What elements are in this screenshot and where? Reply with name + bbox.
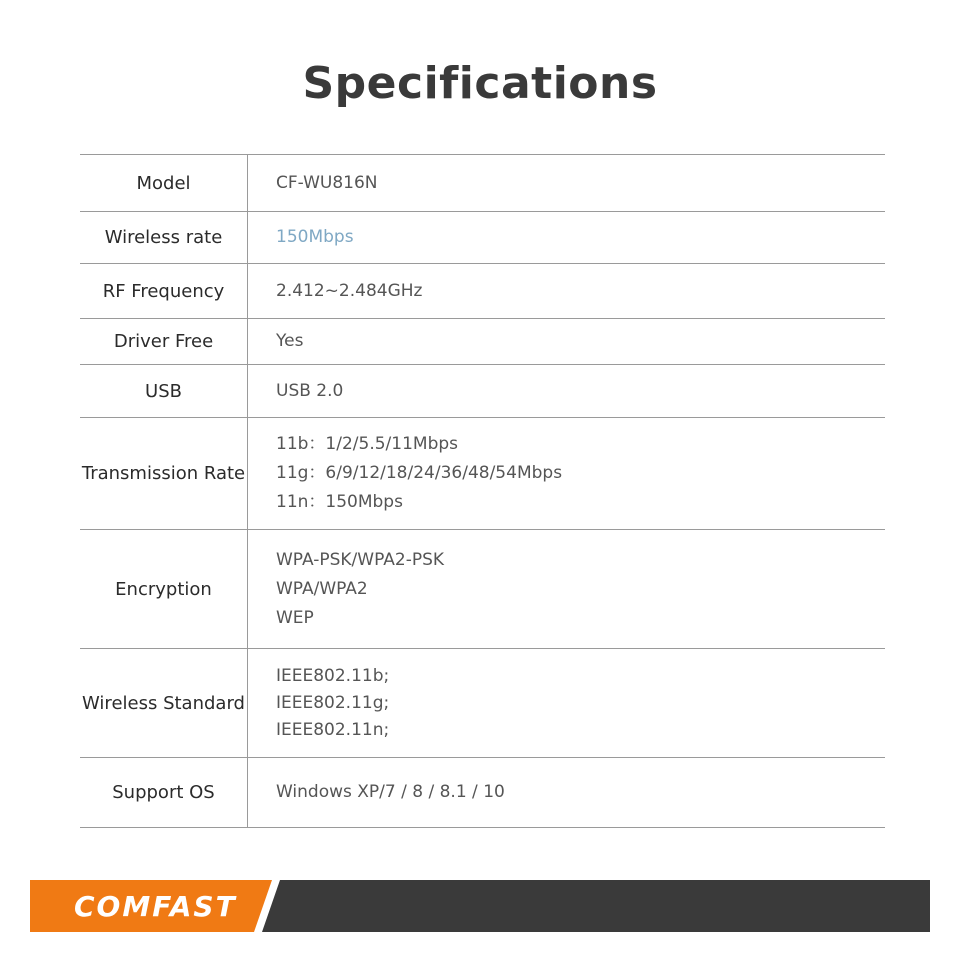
spec-value: Windows XP/7 / 8 / 8.1 / 10 — [276, 782, 505, 802]
page-title: Specifications — [302, 58, 658, 109]
spec-label: Wireless Standard — [80, 649, 248, 757]
spec-values — [248, 264, 885, 318]
spec-value: CF-WU816N — [276, 172, 378, 193]
spec-label: Encryption — [80, 530, 248, 648]
spec-row-wireless-standard — [80, 649, 885, 758]
spec-values — [248, 758, 885, 827]
spec-value: WPA/WPA2 — [276, 578, 368, 599]
spec-row-rf-frequency — [80, 264, 885, 319]
spec-row-support-os — [80, 758, 885, 828]
spec-label: Transmission Rate — [80, 418, 248, 529]
spec-value: 150Mbps — [276, 227, 354, 247]
spec-values — [248, 530, 885, 648]
spec-values — [248, 649, 885, 757]
dark-bar — [262, 880, 930, 932]
spec-value: 2.412~2.484GHz — [276, 280, 423, 301]
spec-value: WEP — [276, 607, 314, 628]
spec-value: Yes — [276, 331, 304, 351]
spec-label: USB — [80, 365, 248, 417]
spec-value: IEEE802.11g; — [276, 692, 390, 713]
spec-row-encryption — [80, 530, 885, 649]
spec-row-wireless-rate — [80, 212, 885, 264]
spec-label: Wireless rate — [80, 212, 248, 263]
spec-values — [248, 365, 885, 417]
spec-value: USB 2.0 — [276, 380, 344, 401]
spec-value: IEEE802.11n; — [276, 719, 390, 740]
spec-row-driver-free — [80, 319, 885, 365]
spec-values — [248, 155, 885, 211]
spec-label: Driver Free — [80, 319, 248, 364]
spec-value: 11g：6/9/12/18/24/36/48/54Mbps — [276, 463, 563, 483]
spec-row-transmission-rate — [80, 418, 885, 530]
spec-table — [80, 154, 885, 828]
spec-value: 11b：1/2/5.5/11Mbps — [276, 434, 459, 454]
spec-values — [248, 319, 885, 364]
spec-value: IEEE802.11b; — [276, 665, 390, 686]
spec-value: WPA-PSK/WPA2-PSK — [276, 549, 445, 570]
spec-value: 11n：150Mbps — [276, 492, 403, 512]
brand-logo: COMFAST — [74, 890, 237, 923]
spec-label: RF Frequency — [80, 264, 248, 318]
footer-banner — [30, 880, 930, 932]
spec-label: Model — [80, 155, 248, 211]
spec-row-usb — [80, 365, 885, 418]
spec-row-model — [80, 154, 885, 212]
spec-values — [248, 212, 885, 263]
spec-values — [248, 418, 885, 529]
spec-label: Support OS — [80, 758, 248, 827]
